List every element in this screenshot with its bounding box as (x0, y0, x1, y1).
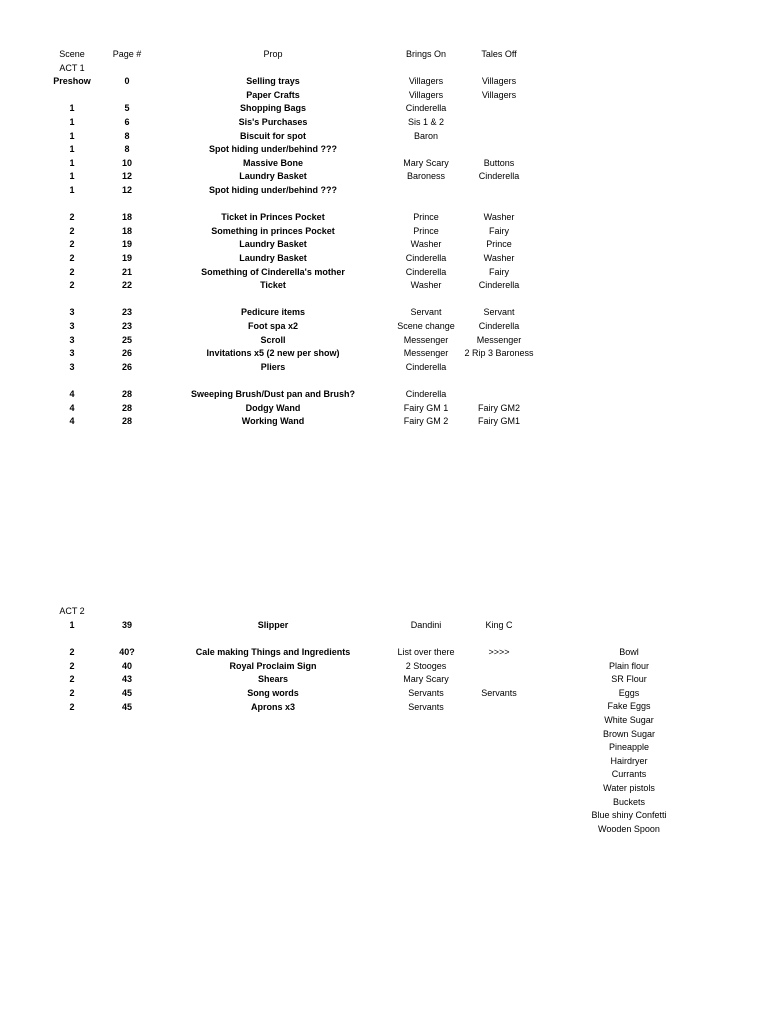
ingredient-label: Brown Sugar (602, 728, 656, 739)
table-row (0, 211, 768, 225)
page-cell: 12 (121, 185, 133, 195)
brings-on-cell: Baroness (406, 171, 446, 182)
takes-off-cell: Fairy GM1 (477, 416, 521, 427)
table-row (0, 102, 768, 116)
scene-cell: 2 (69, 688, 75, 698)
table-row (0, 402, 768, 416)
prop-cell: Laundry Basket (239, 171, 307, 182)
prop-cell: Dodgy Wand (245, 402, 301, 413)
prop-cell: Song words (247, 688, 299, 698)
brings-on-cell: Villagers (408, 89, 444, 100)
brings-on-cell: Prince (413, 225, 439, 236)
table-row (0, 143, 768, 157)
page-cell: 8 (124, 130, 130, 141)
takes-off-cell: Villagers (481, 76, 517, 87)
page-cell: 26 (121, 348, 133, 359)
table-row (0, 157, 768, 171)
header-scene: Scene (59, 49, 85, 59)
table-row (0, 170, 768, 184)
page-cell: 8 (124, 144, 130, 155)
brings-on-cell: Villagers (408, 76, 444, 87)
takes-off-cell: Villagers (481, 89, 517, 100)
scene-cell: 2 (69, 239, 75, 250)
ingredient-label: Wooden Spoon (598, 823, 660, 834)
brings-on-cell: Fairy GM 2 (403, 416, 449, 427)
scene-cell: 2 (69, 225, 75, 236)
brings-on-cell: Servants (408, 701, 444, 712)
page-cell: 22 (121, 280, 133, 291)
table-row (0, 198, 768, 212)
ingredient-label: Currants (611, 769, 647, 780)
scene-cell: 2 (69, 280, 75, 291)
ingredient-item (0, 673, 768, 687)
brings-on-cell: Cinderella (405, 389, 447, 399)
scene-cell: Preshow (53, 76, 91, 87)
scene-cell: 4 (69, 416, 75, 427)
takes-off-cell: King C (485, 620, 513, 630)
page-cell: 0 (124, 76, 130, 87)
scene-cell: 4 (69, 389, 75, 399)
scene-cell: 2 (69, 212, 75, 223)
page-cell: 23 (121, 321, 133, 331)
ingredient-item (0, 809, 768, 823)
brings-on-cell: Fairy GM 1 (403, 402, 449, 413)
brings-on-cell: Baron (413, 130, 439, 141)
page-cell: 28 (121, 389, 133, 399)
table-row (0, 116, 768, 130)
page-cell: 25 (121, 334, 133, 345)
prop-cell: Scroll (260, 334, 286, 345)
page-cell: 40 (121, 660, 133, 671)
takes-off-cell: Washer (483, 212, 515, 223)
brings-on-cell: Scene change (397, 321, 455, 331)
scene-cell: 3 (69, 348, 75, 359)
prop-cell: Something in princes Pocket (211, 225, 335, 236)
table-row (0, 225, 768, 239)
brings-on-cell: Cinderella (405, 266, 447, 277)
takes-off-cell: Messenger (476, 334, 522, 345)
scene-cell: 2 (69, 253, 75, 263)
prop-cell: Working Wand (241, 416, 305, 427)
prop-cell: Foot spa x2 (247, 321, 299, 331)
ingredient-item (0, 796, 768, 810)
scene-cell: 2 (69, 660, 75, 671)
scene-cell: 3 (69, 334, 75, 345)
prop-cell: Royal Proclaim Sign (229, 660, 317, 671)
takes-off-cell: Servant (483, 307, 515, 318)
header-takes-off: Tales Off (481, 49, 517, 59)
takes-off-cell: Cinderella (478, 321, 520, 331)
brings-on-cell: List over there (397, 647, 455, 658)
scene-cell: 3 (69, 321, 75, 331)
ingredient-label: Eggs (618, 687, 640, 698)
page-cell: 18 (121, 225, 133, 236)
table-row (0, 320, 768, 334)
table-row (0, 347, 768, 361)
prop-cell: Biscuit for spot (239, 130, 307, 141)
prop-cell: Aprons x3 (250, 701, 296, 712)
scene-cell: 1 (69, 171, 75, 182)
page-cell: 19 (121, 239, 133, 250)
ingredient-label: White Sugar (604, 715, 654, 725)
prop-cell: Pedicure items (240, 307, 306, 318)
page-cell: 23 (121, 307, 133, 318)
brings-on-cell: Servants (408, 688, 444, 698)
takes-off-cell: 2 Rip 3 Baroness (464, 348, 534, 359)
ingredient-item (0, 768, 768, 782)
ingredient-item (0, 700, 768, 714)
page-cell: 5 (124, 103, 130, 114)
table-row (0, 388, 768, 402)
scene-cell: 1 (69, 103, 75, 114)
takes-off-cell: Fairy GM2 (477, 402, 521, 413)
brings-on-cell: Prince (413, 212, 439, 223)
scene-cell: 3 (69, 361, 75, 372)
table-row (0, 293, 768, 307)
scene-cell: 1 (69, 157, 75, 168)
table-row (0, 184, 768, 198)
scene-cell: 2 (69, 266, 75, 277)
table-row (0, 279, 768, 293)
prop-cell: Invitations x5 (2 new per show) (206, 348, 340, 359)
table-row (0, 374, 768, 388)
scene-cell: 2 (69, 701, 75, 712)
prop-cell: Paper Crafts (246, 89, 300, 100)
scene-cell: 1 (69, 620, 75, 630)
prop-cell: Sweeping Brush/Dust pan and Brush? (190, 389, 356, 399)
scene-cell: 1 (69, 185, 75, 195)
page-cell: 6 (124, 117, 130, 127)
ingredient-label: Buckets (612, 796, 646, 807)
table-row (0, 361, 768, 375)
page-cell: 43 (121, 674, 133, 685)
act2-label-row (0, 605, 768, 619)
takes-off-cell: Washer (483, 253, 515, 263)
table-row (0, 633, 768, 647)
brings-on-cell: Mary Scary (403, 674, 449, 685)
page-cell: 28 (121, 402, 133, 413)
prop-cell: Spot hiding under/behind ??? (209, 185, 337, 195)
table-row (0, 75, 768, 89)
prop-cell: Ticket in Princes Pocket (221, 212, 325, 223)
page-cell: 45 (121, 701, 133, 712)
ingredient-item (0, 660, 768, 674)
page-cell: 26 (121, 361, 133, 372)
scene-cell: 1 (69, 144, 75, 155)
ingredient-label: Blue shiny Confetti (591, 810, 667, 821)
brings-on-cell: Sis 1 & 2 (407, 117, 445, 127)
table-row (0, 89, 768, 103)
brings-on-cell: Washer (410, 239, 442, 250)
table-row (0, 252, 768, 266)
prop-cell: Shears (257, 674, 289, 685)
brings-on-cell: Dandini (410, 620, 442, 630)
takes-off-cell: Prince (486, 239, 512, 250)
ingredient-label: Water pistols (603, 783, 655, 793)
prop-cell: Laundry Basket (239, 239, 307, 250)
page-cell: 21 (121, 266, 133, 277)
table-row (0, 415, 768, 429)
scene-cell: 2 (69, 674, 75, 685)
page-cell: 19 (121, 253, 133, 263)
prop-cell: Selling trays (246, 76, 300, 87)
brings-on-cell: Mary Scary (403, 157, 449, 168)
ingredient-item (0, 714, 768, 728)
prop-cell: Massive Bone (242, 157, 304, 168)
page-cell: 39 (121, 620, 133, 630)
ingredient-label: Pineapple (608, 742, 650, 753)
ingredient-label: Plain flour (608, 660, 650, 671)
ingredient-label: Bowl (619, 647, 639, 657)
header-brings-on: Brings On (405, 49, 447, 59)
prop-cell: Laundry Basket (239, 253, 307, 263)
takes-off-cell: Cinderella (478, 280, 520, 291)
brings-on-cell: Cinderella (405, 361, 447, 372)
scene-cell: 1 (69, 130, 75, 141)
takes-off-cell: Cinderella (478, 171, 520, 182)
act2-label: ACT 2 (59, 606, 85, 616)
table-row (0, 238, 768, 252)
ingredient-label: Hairdryer (610, 755, 648, 766)
brings-on-cell: Messenger (403, 348, 449, 359)
scene-cell: 3 (69, 307, 75, 318)
takes-off-cell: >>>> (488, 647, 510, 658)
prop-cell: Shopping Bags (240, 103, 306, 114)
table-row (0, 266, 768, 280)
table-row (0, 130, 768, 144)
prop-cell: Something of Cinderella's mother (201, 266, 345, 277)
prop-cell: Slipper (257, 620, 289, 630)
header-row (0, 48, 768, 62)
header-page: Page # (112, 49, 142, 59)
brings-on-cell: 2 Stooges (405, 660, 447, 671)
brings-on-cell: Cinderella (405, 253, 447, 263)
prop-cell: Pliers (260, 361, 286, 372)
page-cell: 40? (119, 647, 135, 658)
brings-on-cell: Servant (410, 307, 442, 318)
page-cell: 18 (121, 212, 133, 223)
prop-cell: Sis's Purchases (238, 117, 308, 127)
ingredient-item (0, 741, 768, 755)
ingredient-item (0, 755, 768, 769)
prop-cell: Cale making Things and Ingredients (195, 647, 351, 658)
takes-off-cell: Servants (481, 688, 517, 698)
brings-on-cell: Messenger (403, 334, 449, 345)
table-row (0, 619, 768, 633)
ingredient-item (0, 646, 768, 660)
act1-label: ACT 1 (59, 62, 85, 73)
takes-off-cell: Buttons (483, 157, 515, 168)
ingredient-item (0, 728, 768, 742)
table-row (0, 334, 768, 348)
page-cell: 28 (121, 416, 133, 427)
page-cell: 10 (121, 157, 133, 168)
act1-label-row (0, 62, 768, 76)
takes-off-cell: Fairy (489, 225, 509, 236)
ingredient-label: Fake Eggs (607, 701, 651, 712)
brings-on-cell: Cinderella (405, 103, 447, 114)
ingredient-item (0, 687, 768, 701)
ingredient-item (0, 823, 768, 837)
brings-on-cell: Washer (410, 280, 442, 291)
prop-cell: Spot hiding under/behind ??? (209, 144, 337, 155)
table-row (0, 306, 768, 320)
scene-cell: 2 (69, 647, 75, 658)
prop-cell: Ticket (260, 280, 286, 291)
ingredient-item (0, 782, 768, 796)
page-cell: 45 (121, 688, 133, 698)
ingredient-label: SR Flour (611, 674, 647, 685)
scene-cell: 1 (69, 117, 75, 127)
takes-off-cell: Fairy (489, 266, 509, 277)
header-prop: Prop (263, 49, 283, 59)
scene-cell: 4 (69, 402, 75, 413)
page-cell: 12 (121, 171, 133, 182)
